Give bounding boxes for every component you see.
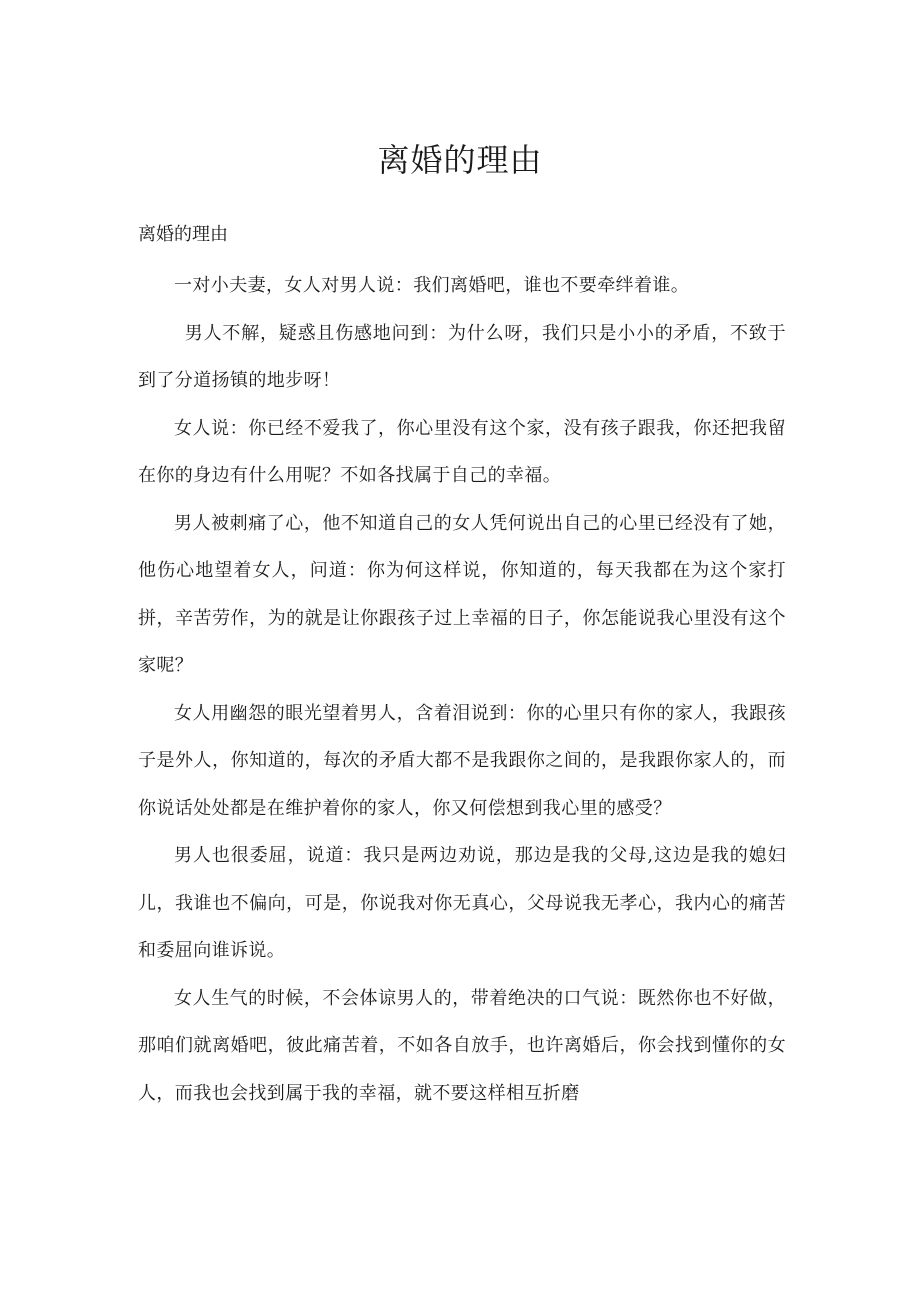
paragraph: 女人说：你已经不爱我了，你心里没有这个家，没有孩子跟我，你还把我留在你的身边有什么用呢？不如各找属于自己的幸福。 [138, 417, 786, 486]
paragraph: 男人也很委屈，说道：我只是两边劝说，那边是我的父母,这边是我的媳妇儿，我谁也不偏向，可是，你说我对你无真心，父母说我无孝心，我内心的痛苦和委屈向谁诉说。 [138, 845, 786, 961]
paragraph: 男人不解，疑惑且伤感地问到：为什么呀，我们只是小小的矛盾，不致于到了分道扬镇的地步呀！ [138, 322, 786, 391]
document-body [138, 262, 786, 1117]
paragraph: 一对小夫妻，女人对男人说：我们离婚吧，谁也不要牵绊着谁。 [174, 275, 690, 296]
document-title: 离婚的理由 [377, 141, 543, 179]
document-subtitle: 离婚的理由 [138, 224, 228, 245]
paragraph: 男人被刺痛了心，他不知道自己的女人凭何说出自己的心里已经没有了她，他伤心地望着女人，问道：你为何这样说，你知道的，每天我都在为这个家打拼，辛苦劳作，为的就是让你跟孩子过上幸福的日子，你怎能说我心里没有这个家呢？ [138, 512, 786, 676]
paragraph: 女人生气的时候，不会体谅男人的，带着绝决的口气说：既然你也不好做，那咱们就离婚吧，彼此痛苦着，不如各自放手，也许离婚后，你会找到懂你的女人，而我也会找到属于我的幸福，就不要这样相互折磨 [138, 987, 786, 1104]
paragraph: 女人用幽怨的眼光望着男人，含着泪说到：你的心里只有你的家人，我跟孩子是外人，你知道的，每次的矛盾大都不是我跟你之间的，是我跟你家人的，而你说话处处都是在维护着你的家人，你又何偿想到我心里的感受？ [138, 702, 786, 819]
